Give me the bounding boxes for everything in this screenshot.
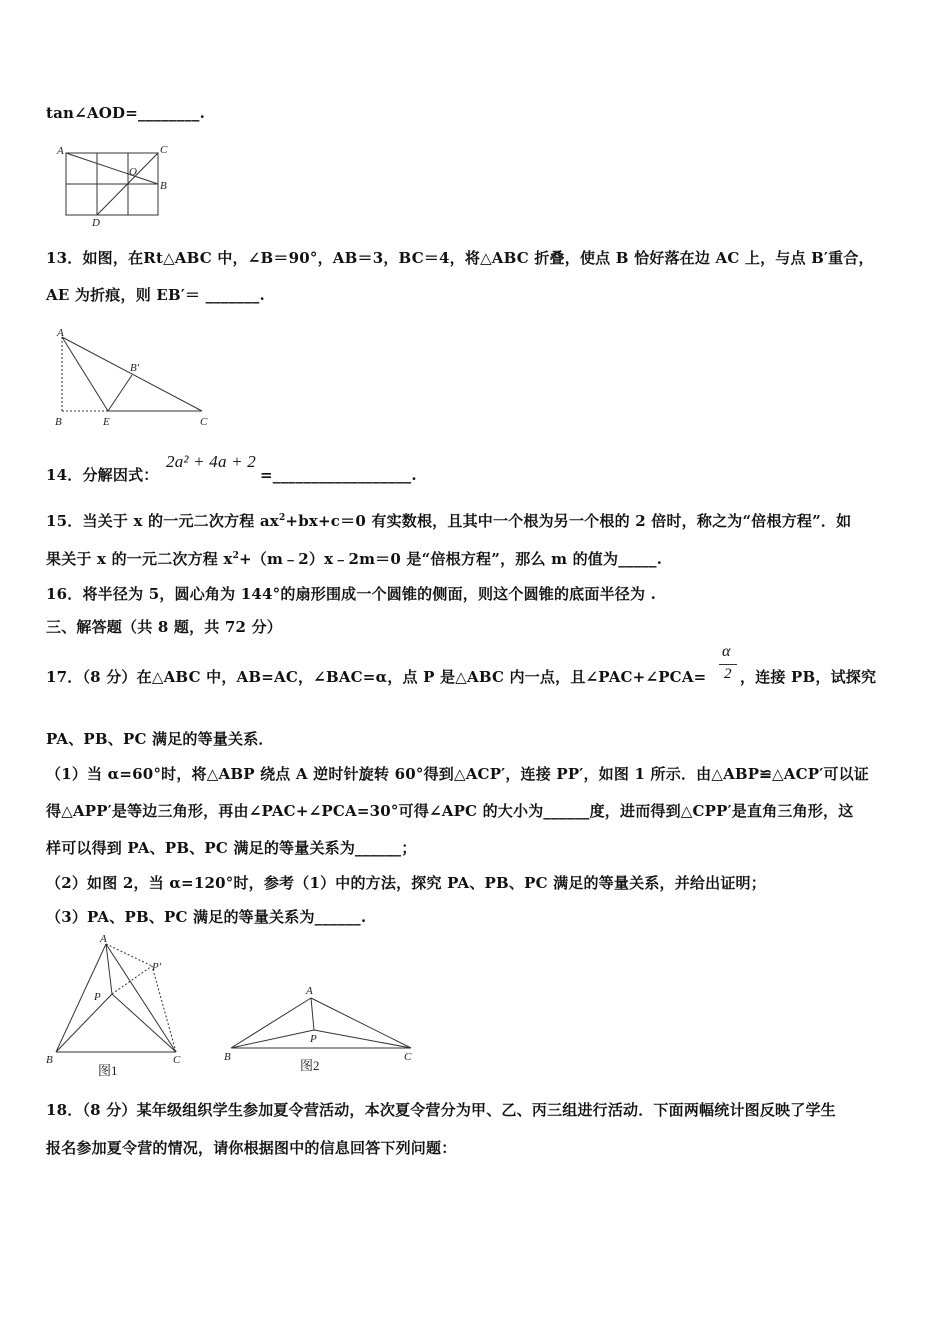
grid-figure	[52, 143, 177, 228]
fold-triangle-figure	[50, 325, 220, 430]
fig2-label-a: A	[306, 985, 313, 997]
q18-line-1: 18．（8 分）某年级组织学生参加夏令营活动，本次夏令营分为甲、乙、丙三组进行活动．下面两幅统计图反映了学生	[46, 1101, 836, 1119]
fig2-label-b: B	[224, 1051, 231, 1063]
fig1-caption: 图1	[98, 1063, 118, 1078]
figure-1	[40, 932, 205, 1082]
fold-label-b: B	[55, 416, 62, 428]
q18-line-2: 报名参加夏令营的情况，请你根据图中的信息回答下列问题：	[46, 1139, 457, 1157]
q12-answer-line: tan∠AOD=________.	[46, 104, 206, 122]
q17-part1-line-3: 样可以得到 PA、PB、PC 满足的等量关系为______；	[46, 839, 417, 857]
figure-2	[216, 978, 426, 1078]
fold-label-b-prime: B′	[130, 362, 140, 374]
q14-label: 14．分解因式：	[46, 466, 159, 484]
grid-label-o: O	[129, 166, 137, 178]
q17-line-1: 17．（8 分）在△ABC 中，AB=AC，∠BAC=α，点 P 是△ABC 内一点，且∠PAC+∠PCA=	[46, 668, 707, 686]
q15-line-1: 15．当关于 x 的一元二次方程 $ax^2+bx+c=0$ 有实数根，且其中一个根为另一个根的 2 倍时，称之为“倍根方程”．如	[46, 512, 852, 530]
q17-line-2: PA、PB、PC 满足的等量关系．	[46, 730, 274, 748]
fold-label-a: A	[57, 327, 64, 339]
fold-label-e: E	[103, 416, 110, 428]
q13-line-1: 13．如图，在Rt△ABC 中，∠B＝90°，AB＝3，BC＝4，将△ABC 折叠，使点 B 恰好落在边 AC 上，与点 B′重合，	[46, 249, 874, 267]
fig2-label-c: C	[404, 1051, 412, 1063]
q17-part1-line-1: （1）当 α=60°时，将△ABP 绕点 A 逆时针旋转 60°得到△ACP′，连接 PP′，如图 1 所示．由△ABP≌△ACP′可以证	[46, 765, 869, 783]
alpha-denominator: 2	[724, 666, 732, 682]
fig1-label-p-prime: P′	[152, 961, 162, 973]
fig1-label-b: B	[46, 1054, 53, 1066]
grid-label-d: D	[92, 217, 100, 228]
q14-expression: 2a² + 4a + 2	[166, 452, 256, 471]
grid-label-b: B	[160, 180, 167, 192]
grid-label-a: A	[57, 145, 64, 157]
fig1-label-c: C	[173, 1054, 181, 1066]
section-3-heading: 三、解答题（共 8 题，共 72 分）	[46, 618, 283, 636]
fig2-caption: 图2	[300, 1058, 320, 1073]
q17-part2-line: （2）如图 2，当 α=120°时，参考（1）中的方法，探究 PA、PB、PC 满足的等量关系，并给出证明；	[46, 874, 766, 892]
q17-part1-line-2: 得△APP′是等边三角形，再由∠PAC+∠PCA=30°可得∠APC 的大小为______度，进而得到△CPP′是直角三角形，这	[46, 802, 854, 820]
fig1-label-a: A	[100, 933, 107, 945]
q16-line: 16．将半径为 5，圆心角为 144°的扇形围成一个圆锥的侧面，则这个圆锥的底面半径为 .	[46, 585, 657, 603]
q13-line-2: AE 为折痕，则 EB′＝ _______.	[46, 286, 265, 304]
alpha-numerator: α	[722, 643, 731, 660]
q17-line-1-tail: ，连接 PB，试探究	[740, 668, 877, 686]
fig1-label-p: P	[94, 991, 101, 1003]
fig2-label-p: P	[310, 1033, 317, 1045]
fraction-bar	[719, 664, 737, 665]
grid-label-c: C	[160, 144, 168, 156]
q17-part3-line: （3）PA、PB、PC 满足的等量关系为______.	[46, 908, 367, 926]
fold-label-c: C	[200, 416, 208, 428]
q15-line-2: 果关于 x 的一元二次方程 $x^2+(m﹣2)x﹣2m=0$ 是“倍根方程”，那么 m 的值为_____.	[46, 550, 663, 568]
q14-blank: =__________________.	[260, 466, 417, 484]
